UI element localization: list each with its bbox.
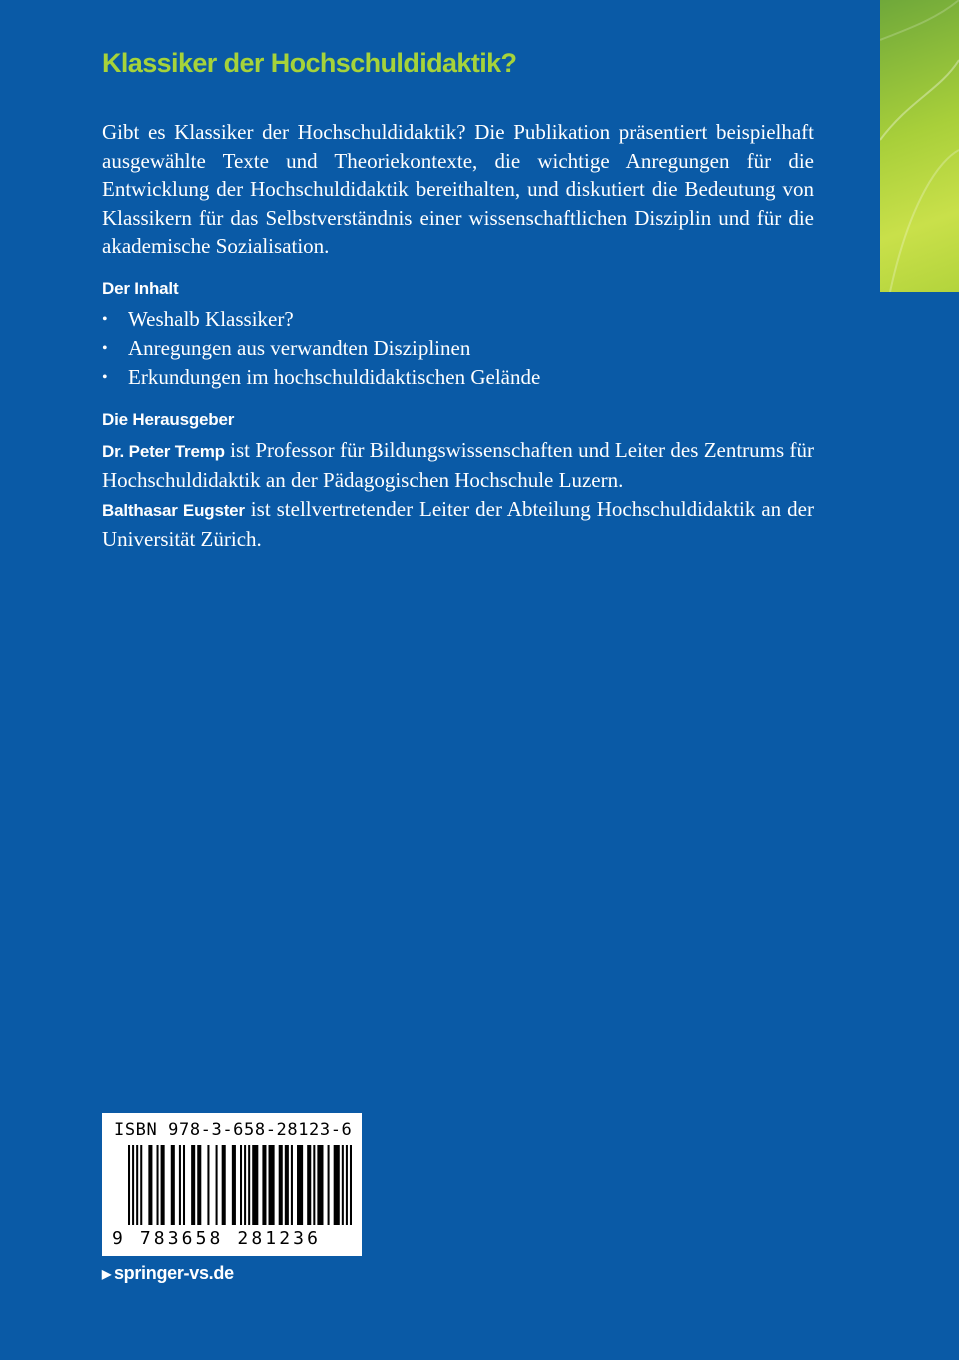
barcode-bar [179,1145,181,1225]
editor-bio [102,495,814,554]
list-item [102,305,814,334]
editor-description: ist stellvertretender Leiter der Abteilung Hochschuldidaktik an der Universität Zürich. [102,496,814,551]
barcode-bar [248,1145,250,1225]
barcode-bar [157,1145,159,1225]
barcode-bar [207,1145,209,1225]
barcode-bar [317,1145,323,1225]
barcode-bar [216,1145,218,1225]
triangle-right-icon: ▶ [102,1266,111,1281]
barcode-bar [148,1145,152,1225]
list-item [102,334,814,363]
barcode-bar [279,1145,283,1225]
cover-accent-strip [880,0,959,292]
list-item-text: Weshalb Klassiker? [128,306,294,331]
bullet-icon: • [102,310,108,328]
list-item-text: Erkundungen im hochschuldidaktischen Gelände [128,364,541,389]
barcode-bar [269,1145,275,1225]
list-item [102,363,814,392]
back-cover-text [102,46,814,554]
accent-swoosh-graphic [880,0,959,292]
publisher-link[interactable] [102,1263,234,1284]
contents-heading: Der Inhalt [102,278,179,298]
list-item-text: Anregungen aus verwandten Disziplinen [128,335,471,360]
barcode-bar [342,1145,344,1225]
barcode-bar [136,1145,138,1225]
barcode-bar [328,1145,330,1225]
barcode-bar [313,1145,315,1225]
barcode-bar [291,1145,293,1225]
intro-paragraph: Gibt es Klassiker der Hochschuldidaktik? Die Publikation präsentiert beispielhaft ausgewählte Texte und Theoriekontexte, die wichtige Anregungen für die Entwicklung der Hochschuldidaktik bereithalten, und diskutiert die Bedeutung von Klassikern für das Selbstverständnis einer wissenschaftlichen Disziplin und für die akademische Sozialisation. [102,120,814,259]
barcode-bar [346,1145,348,1225]
publisher-url: springer-vs.de [113,1263,234,1283]
editor-description: ist Professor für Bildungswissenschaften und Leiter des Zentrums für Hochschuldidaktik an der Pädagogischen Hochschule Luzern. [102,437,814,492]
barcode-bar [240,1145,242,1225]
barcode-bar [232,1145,236,1225]
editor-name: Dr. Peter Tremp [102,441,225,461]
editors-heading: Die Herausgeber [102,409,235,429]
barcode-bar [307,1145,311,1225]
barcode-bar [197,1145,201,1225]
editor-name: Balthasar Eugster [102,500,245,520]
barcode-bar [334,1145,340,1225]
book-title: Klassiker der Hochschuldidaktik? [102,48,517,78]
barcode-digits: 9 783658 281236 [112,1228,322,1249]
isbn-barcode [102,1113,362,1256]
barcode-bar [161,1145,165,1225]
barcode-bar [132,1145,134,1225]
barcode-bar [297,1145,303,1225]
barcode-bar [252,1145,258,1225]
barcode-bar [128,1145,130,1225]
barcode-bar [285,1145,289,1225]
contents-list [102,305,814,392]
barcode-bar [171,1145,175,1225]
barcode-bar [183,1145,185,1225]
isbn-label: ISBN 978-3-658-28123-6 [114,1120,353,1140]
barcode-bar [222,1145,226,1225]
barcode-bar [191,1145,195,1225]
bullet-icon: • [102,368,108,386]
barcode-bar [350,1145,352,1225]
barcode-bar [262,1145,266,1225]
barcode-bar [140,1145,142,1225]
barcode-bar [244,1145,246,1225]
editor-bio [102,436,814,495]
bullet-icon: • [102,339,108,357]
